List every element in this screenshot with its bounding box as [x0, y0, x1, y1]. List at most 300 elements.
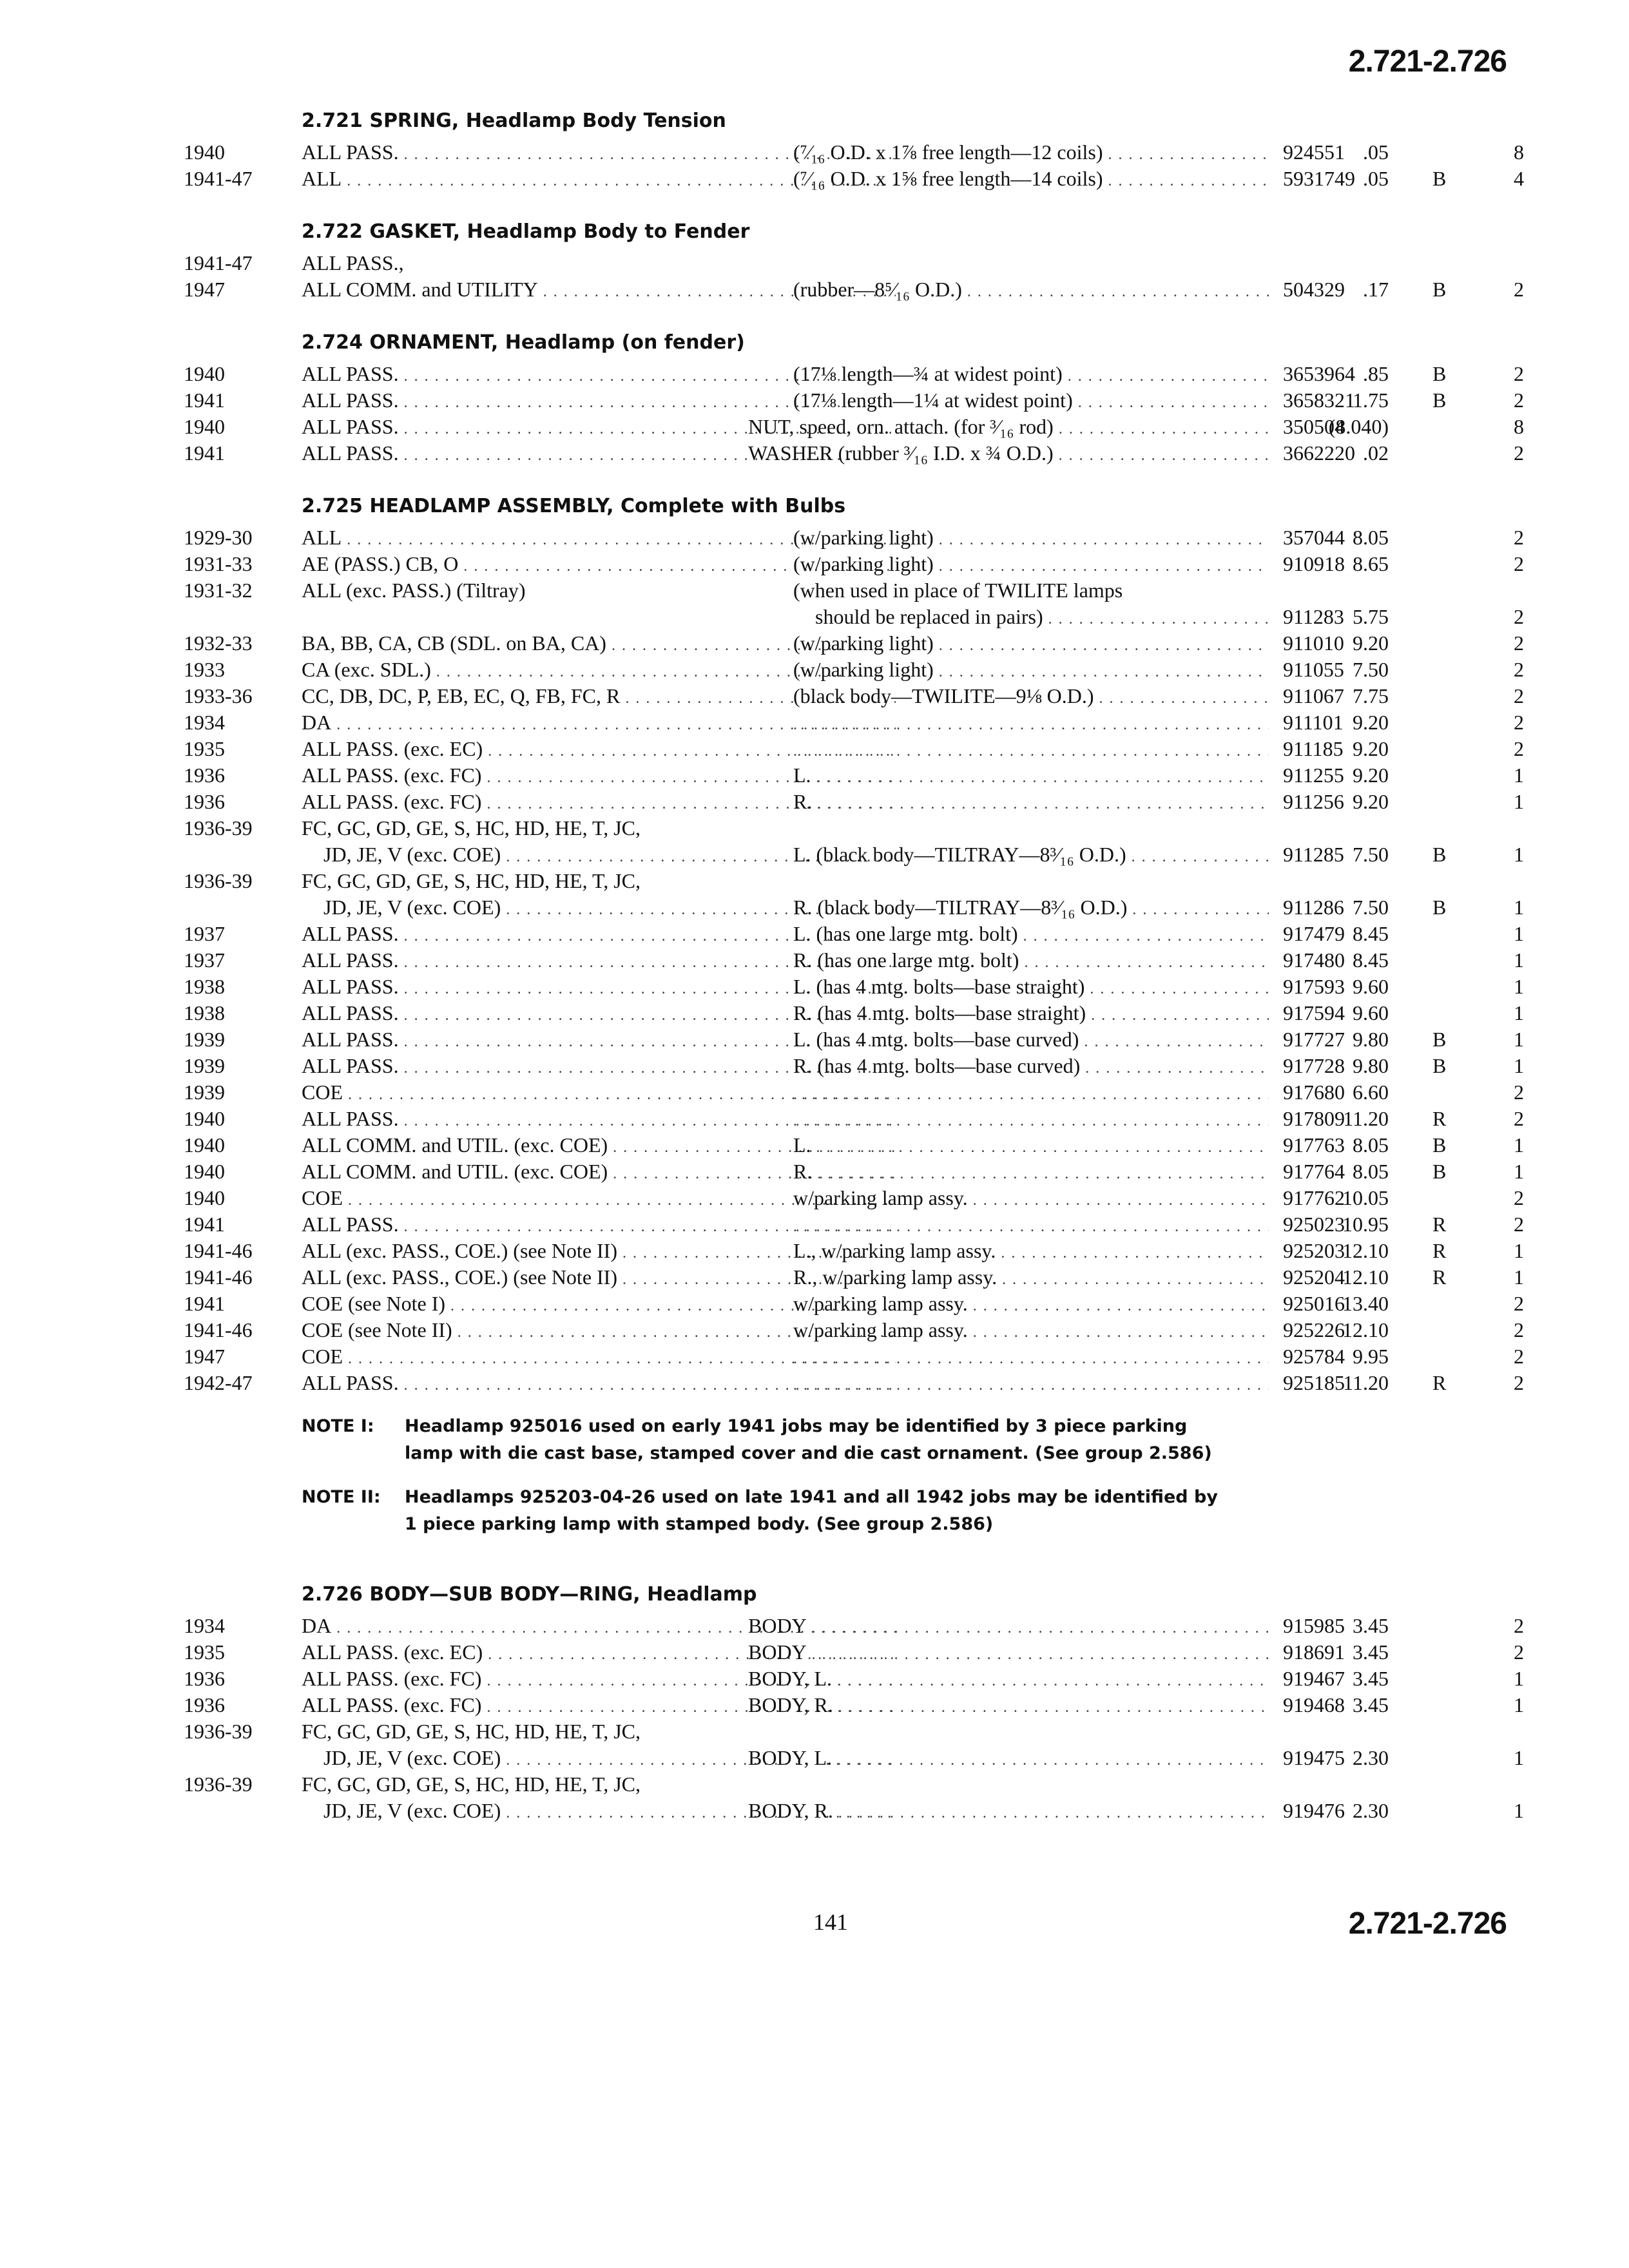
price-cell: .05: [1363, 140, 1389, 164]
description-cell: R., w/parking lamp assy. . . .: [793, 1264, 1269, 1293]
code-cell: B: [1432, 1028, 1447, 1051]
part-number-cell: 5931749: [1283, 167, 1355, 190]
table-row: [184, 414, 1524, 440]
model-cell: ALL PASS. . . .: [302, 139, 896, 168]
note-label: NOTE II:: [302, 1487, 381, 1507]
year-cell: 1940: [184, 140, 225, 164]
section-spacer: [184, 303, 1524, 325]
model-cell: FC, GC, GD, GE, S, HC, HD, HE, T, JC,: [302, 869, 641, 892]
quantity-cell: 1: [1514, 764, 1524, 787]
description-cell: (w/parking light) . . .: [793, 657, 1269, 686]
year-cell: 1931-32: [184, 579, 253, 602]
table-row: [184, 815, 1524, 841]
model-cell: CC, DB, DC, P, EB, EC, Q, FB, FC, R . . .: [302, 683, 896, 712]
price-cell: 9.20: [1353, 790, 1389, 813]
part-number-cell: 925023: [1283, 1213, 1345, 1236]
part-number-cell: 917764: [1283, 1160, 1345, 1183]
table-row: [184, 1132, 1524, 1158]
model-cell: ALL PASS. . . .: [302, 947, 896, 976]
quantity-cell: 2: [1514, 1081, 1524, 1104]
part-number-cell: 917809: [1283, 1107, 1345, 1130]
quantity-cell: 2: [1514, 631, 1524, 655]
table-row: [184, 894, 1524, 921]
price-cell: 3.45: [1353, 1693, 1389, 1716]
code-cell: R: [1432, 1239, 1447, 1262]
description-cell: [793, 709, 1269, 738]
model-cell: ALL PASS. (exc. FC) . . .: [302, 1692, 896, 1721]
model-cell: ALL PASS. . . .: [302, 921, 896, 950]
table-row: [184, 1185, 1524, 1211]
table-row: [184, 1745, 1524, 1771]
quantity-cell: 1: [1514, 1799, 1524, 1822]
year-cell: 1937: [184, 948, 225, 972]
table-row: [184, 577, 1524, 604]
catalog-section: [184, 103, 1524, 192]
table-row: [184, 1264, 1524, 1291]
model-cell: ALL PASS. (exc. FC) . . .: [302, 1666, 896, 1695]
part-number-cell: 917480: [1283, 948, 1345, 972]
code-cell: B: [1432, 1133, 1447, 1157]
quantity-cell: 2: [1514, 684, 1524, 707]
year-cell: 1940: [184, 415, 225, 438]
description-cell: BODY, R. . . .: [748, 1798, 1269, 1827]
price-cell: 11.20: [1343, 1107, 1389, 1130]
description-cell: [793, 736, 1269, 765]
part-number-cell: 925016: [1283, 1292, 1345, 1315]
model-cell: ALL PASS. . . .: [302, 1211, 896, 1240]
section-heading: 2.721 SPRING, Headlamp Body Tension: [302, 110, 726, 132]
model-cell: ALL PASS. (exc. EC) . . .: [302, 736, 896, 765]
quantity-cell: 2: [1514, 711, 1524, 734]
year-cell: 1939: [184, 1081, 225, 1104]
part-number-cell: 918691: [1283, 1640, 1345, 1664]
price-cell: 11.20: [1343, 1371, 1389, 1394]
price-cell: (8.040): [1328, 415, 1389, 438]
model-cell: FC, GC, GD, GE, S, HC, HD, HE, T, JC,: [302, 1773, 641, 1796]
price-cell: 1.75: [1353, 389, 1389, 412]
description-cell: BODY, L. . . .: [748, 1666, 1269, 1695]
price-cell: 9.60: [1353, 975, 1389, 998]
table-row: [184, 1158, 1524, 1185]
model-cell: ALL PASS. . . .: [302, 1000, 896, 1029]
price-cell: 8.05: [1353, 1160, 1389, 1183]
part-number-cell: 3653964: [1283, 362, 1355, 385]
note-spacer: [184, 1467, 1524, 1484]
catalog-section: [184, 303, 1524, 466]
model-cell: ALL COMM. and UTIL. (exc. COE) . . .: [302, 1132, 896, 1161]
table-row: [184, 709, 1524, 736]
part-number-cell: 919476: [1283, 1799, 1345, 1822]
year-cell: 1947: [184, 278, 225, 301]
description-cell: L. (black body—TILTRAY—8³⁄₁₆ O.D.) . . .: [793, 841, 1269, 870]
section-spacer: [184, 1555, 1524, 1577]
model-cell: DA . . .: [302, 1613, 896, 1642]
price-cell: .02: [1363, 441, 1389, 465]
year-cell: 1941-47: [184, 167, 253, 190]
year-cell: 1938: [184, 1001, 225, 1024]
code-cell: B: [1432, 1160, 1447, 1183]
part-number-cell: 917762: [1283, 1186, 1345, 1209]
year-cell: 1933-36: [184, 684, 253, 707]
model-cell: ALL PASS. . . .: [302, 361, 896, 390]
part-number-cell: 3662220: [1283, 441, 1355, 465]
table-row: [184, 1317, 1524, 1343]
part-number-cell: 911010: [1283, 631, 1344, 655]
model-cell: ALL . . .: [302, 524, 896, 553]
year-cell: 1936: [184, 1667, 225, 1690]
part-number-cell: 911283: [1283, 605, 1344, 628]
year-cell: 1936-39: [184, 1773, 253, 1796]
code-cell: B: [1432, 389, 1447, 412]
model-cell: AE (PASS.) CB, O . . .: [302, 551, 896, 580]
part-number-cell: 911101: [1283, 711, 1344, 734]
quantity-cell: 2: [1514, 278, 1524, 301]
quantity-cell: 1: [1514, 1133, 1524, 1157]
year-cell: 1941: [184, 441, 225, 465]
price-cell: 3.45: [1353, 1667, 1389, 1690]
description-cell: R. . . .: [793, 1158, 1269, 1187]
price-cell: 9.80: [1353, 1028, 1389, 1051]
quantity-cell: 2: [1514, 1371, 1524, 1394]
quantity-cell: 2: [1514, 1107, 1524, 1130]
year-cell: 1934: [184, 711, 225, 734]
description-cell: [793, 1079, 1269, 1108]
note-spacer: [184, 1538, 1524, 1555]
part-number-cell: 911255: [1283, 764, 1344, 787]
description-cell: [793, 1370, 1269, 1399]
model-cell: ALL PASS. . . .: [302, 414, 896, 443]
section-heading: 2.725 HEADLAMP ASSEMBLY, Complete with Bulbs: [302, 495, 846, 517]
part-number-cell: 911067: [1283, 684, 1344, 707]
price-cell: 6.60: [1353, 1081, 1389, 1104]
description-cell: (⁷⁄₁₆ O.D. x 1⅞ free length—12 coils) . . .: [793, 139, 1269, 168]
code-cell: R: [1432, 1265, 1447, 1289]
price-cell: 8.05: [1353, 526, 1389, 549]
section-heading: 2.726 BODY—SUB BODY—RING, Headlamp: [302, 1583, 757, 1606]
part-number-cell: 911256: [1283, 790, 1344, 813]
model-cell: COE (see Note II) . . .: [302, 1317, 896, 1346]
part-number-cell: 919467: [1283, 1667, 1345, 1690]
model-cell: ALL PASS. (exc. FC) . . .: [302, 789, 896, 818]
description-cell: BODY . . .: [748, 1639, 1269, 1668]
price-cell: 9.20: [1353, 711, 1389, 734]
quantity-cell: 1: [1514, 1693, 1524, 1716]
description-cell: w/parking lamp assy. . . .: [793, 1185, 1269, 1214]
description-cell: L. (has one large mtg. bolt) . . .: [793, 921, 1269, 950]
price-cell: 12.10: [1342, 1318, 1389, 1341]
year-cell: 1936-39: [184, 1720, 253, 1743]
year-cell: 1933: [184, 658, 225, 681]
price-cell: 8.45: [1353, 922, 1389, 945]
table-row: [184, 1053, 1524, 1079]
price-cell: 9.80: [1353, 1054, 1389, 1077]
table-row: [184, 1370, 1524, 1396]
quantity-cell: 2: [1514, 658, 1524, 681]
model-cell: ALL . . .: [302, 166, 896, 195]
table-row: [184, 789, 1524, 815]
year-cell: 1941-46: [184, 1239, 253, 1262]
table-row: [184, 1771, 1524, 1798]
table-row: [184, 1639, 1524, 1666]
part-number-cell: 504329: [1283, 278, 1345, 301]
code-cell: B: [1432, 896, 1447, 919]
model-cell: FC, GC, GD, GE, S, HC, HD, HE, T, JC,: [302, 816, 641, 840]
year-cell: 1940: [184, 1107, 225, 1130]
quantity-cell: 2: [1514, 362, 1524, 385]
price-cell: 13.40: [1342, 1292, 1389, 1315]
table-row: [184, 921, 1524, 947]
model-cell: CA (exc. SDL.) . . .: [302, 657, 896, 686]
model-cell: COE . . .: [302, 1185, 896, 1214]
price-cell: 7.75: [1353, 684, 1389, 707]
year-cell: 1929-30: [184, 526, 253, 549]
part-number-cell: 924551: [1283, 140, 1345, 164]
quantity-cell: 1: [1514, 1001, 1524, 1024]
model-cell: ALL PASS. . . .: [302, 1106, 896, 1135]
description-cell: (17⅛ length—¾ at widest point) . . .: [793, 361, 1269, 390]
year-cell: 1934: [184, 1614, 225, 1637]
part-number-cell: 917728: [1283, 1054, 1345, 1077]
price-cell: 10.05: [1342, 1186, 1389, 1209]
table-row: [184, 1106, 1524, 1132]
part-number-cell: 917593: [1283, 975, 1345, 998]
year-cell: 1936-39: [184, 869, 253, 892]
quantity-cell: 2: [1514, 1614, 1524, 1637]
price-cell: 8.65: [1353, 552, 1389, 575]
quantity-cell: 1: [1514, 948, 1524, 972]
page-range-header: 2.721-2.726: [1348, 44, 1507, 79]
description-cell: BODY . . .: [748, 1613, 1269, 1642]
price-cell: .85: [1363, 362, 1389, 385]
quantity-cell: 1: [1514, 975, 1524, 998]
quantity-cell: 2: [1514, 526, 1524, 549]
quantity-cell: 1: [1514, 922, 1524, 945]
code-cell: B: [1432, 278, 1447, 301]
catalog-section: [184, 466, 1524, 1555]
model-cell: DA . . .: [302, 709, 896, 738]
model-cell: ALL PASS. . . .: [302, 1370, 896, 1399]
footnote: [302, 1484, 1524, 1538]
table-row: [184, 604, 1524, 630]
model-cell: ALL (exc. PASS.) (Tiltray): [302, 579, 526, 602]
price-cell: 9.95: [1353, 1345, 1389, 1368]
price-cell: 10.95: [1342, 1213, 1389, 1236]
description-cell: L. . . .: [793, 762, 1269, 791]
table-row: [184, 1798, 1524, 1824]
year-cell: 1936-39: [184, 816, 253, 840]
description-cell: (w/parking light) . . .: [793, 630, 1269, 659]
section-spacer: [184, 466, 1524, 488]
quantity-cell: 1: [1514, 1160, 1524, 1183]
quantity-cell: 1: [1514, 896, 1524, 919]
description-cell: (black body—TWILITE—9⅛ O.D.) . . .: [793, 683, 1269, 712]
quantity-cell: 2: [1514, 1186, 1524, 1209]
part-number-cell: 910918: [1283, 552, 1345, 575]
quantity-cell: 2: [1514, 552, 1524, 575]
table-row: [184, 1343, 1524, 1370]
description-cell: [793, 1211, 1269, 1240]
price-cell: 8.05: [1353, 1133, 1389, 1157]
description-cell: [793, 1343, 1269, 1372]
price-cell: 9.20: [1353, 631, 1389, 655]
price-cell: 5.75: [1353, 605, 1389, 628]
year-cell: 1940: [184, 362, 225, 385]
code-cell: B: [1432, 167, 1447, 190]
year-cell: 1941-46: [184, 1318, 253, 1341]
price-cell: 12.10: [1342, 1265, 1389, 1289]
table-row: [184, 1291, 1524, 1317]
table-row: [184, 440, 1524, 466]
description-cell: (rubber—8⁵⁄₁₆ O.D.) . . .: [793, 276, 1269, 305]
year-cell: 1931-33: [184, 552, 253, 575]
description-cell: (w/parking light) . . .: [793, 551, 1269, 580]
year-cell: 1935: [184, 737, 225, 760]
year-cell: 1947: [184, 1345, 225, 1368]
description-cell: L. . . .: [793, 1132, 1269, 1161]
quantity-cell: 1: [1514, 1239, 1524, 1262]
quantity-cell: 8: [1514, 415, 1524, 438]
year-cell: 1941-47: [184, 251, 253, 274]
quantity-cell: 1: [1514, 1054, 1524, 1077]
table-row: [184, 736, 1524, 762]
description-cell: (⁷⁄₁₆ O.D. x 1⅝ free length—14 coils) . . .: [793, 166, 1269, 195]
model-cell: JD, JE, V (exc. COE) . . .: [302, 841, 896, 870]
part-number-cell: 925185: [1283, 1371, 1345, 1394]
code-cell: R: [1432, 1371, 1447, 1394]
quantity-cell: 1: [1514, 1667, 1524, 1690]
table-row: [184, 1718, 1524, 1745]
part-number-cell: 911055: [1283, 658, 1344, 681]
part-number-cell: 925226: [1283, 1318, 1345, 1341]
part-number-cell: 925784: [1283, 1345, 1345, 1368]
part-number-cell: 925203: [1283, 1239, 1345, 1262]
price-cell: 3.45: [1353, 1640, 1389, 1664]
model-cell: ALL PASS. . . .: [302, 440, 896, 469]
table-row: [184, 361, 1524, 387]
model-cell: JD, JE, V (exc. COE) . . .: [302, 1745, 896, 1774]
parts-catalog: [184, 103, 1524, 1824]
note-text: Headlamp 925016 used on early 1941 jobs may be identified by 3 piece parking lamp with die cast base, stamped cover and die cast ornament. (See group 2.586): [405, 1416, 1212, 1463]
price-cell: 12.10: [1342, 1239, 1389, 1262]
table-row: [184, 276, 1524, 303]
quantity-cell: 2: [1514, 441, 1524, 465]
table-row: [184, 1692, 1524, 1718]
description-cell: WASHER (rubber ³⁄₁₆ I.D. x ¾ O.D.) . . .: [748, 440, 1269, 469]
quantity-cell: 4: [1514, 167, 1524, 190]
price-cell: 7.50: [1353, 843, 1389, 866]
year-cell: 1936: [184, 790, 225, 813]
year-cell: 1940: [184, 1186, 225, 1209]
table-row: [184, 1666, 1524, 1692]
part-number-cell: 919475: [1283, 1746, 1345, 1769]
description-cell: L. (has 4 mtg. bolts—base straight) . . .: [793, 974, 1269, 1003]
quantity-cell: 8: [1514, 140, 1524, 164]
year-cell: 1942-47: [184, 1371, 253, 1394]
quantity-cell: 2: [1514, 1640, 1524, 1664]
part-number-cell: 919468: [1283, 1693, 1345, 1716]
part-number-cell: 917763: [1283, 1133, 1345, 1157]
table-row: [184, 1211, 1524, 1238]
code-cell: B: [1432, 1054, 1447, 1077]
model-cell: ALL PASS. . . .: [302, 1026, 896, 1055]
note-label: NOTE I:: [302, 1416, 374, 1436]
table-row: [184, 1000, 1524, 1026]
quantity-cell: 2: [1514, 1213, 1524, 1236]
quantity-cell: 2: [1514, 389, 1524, 412]
model-cell: ALL COMM. and UTILITY . . .: [302, 276, 896, 305]
code-cell: R: [1432, 1107, 1447, 1130]
price-cell: 2.30: [1353, 1746, 1389, 1769]
price-cell: .05: [1363, 167, 1389, 190]
table-row: [184, 551, 1524, 577]
year-cell: 1937: [184, 922, 225, 945]
quantity-cell: 2: [1514, 1292, 1524, 1315]
table-row: [184, 1079, 1524, 1106]
note-text: Headlamps 925203-04-26 used on late 1941 and all 1942 jobs may be identified by 1 piece parking lamp with stamped body. (See group 2.586): [405, 1487, 1218, 1534]
part-number-cell: 917594: [1283, 1001, 1345, 1024]
year-cell: 1941: [184, 1213, 225, 1236]
price-cell: 7.50: [1353, 896, 1389, 919]
part-number-cell: 917680: [1283, 1081, 1345, 1104]
description-cell: BODY, L. . . .: [748, 1745, 1269, 1774]
table-row: [184, 1613, 1524, 1639]
model-cell: BA, BB, CA, CB (SDL. on BA, CA) . . .: [302, 630, 896, 659]
quantity-cell: 1: [1514, 790, 1524, 813]
table-row: [184, 166, 1524, 192]
table-row: [184, 841, 1524, 868]
price-cell: 8.45: [1353, 948, 1389, 972]
quantity-cell: 2: [1514, 605, 1524, 628]
page-number: 141: [813, 1909, 848, 1935]
description-cell: R. (has one large mtg. bolt) . . .: [793, 947, 1269, 976]
description-cell: NUT, speed, orn. attach. (for ³⁄₁₆ rod) . . .: [748, 414, 1269, 443]
description-cell: R. (black body—TILTRAY—8³⁄₁₆ O.D.) . . .: [793, 894, 1269, 923]
model-cell: COE (see Note I) . . .: [302, 1291, 896, 1320]
part-number-cell: 917727: [1283, 1028, 1345, 1051]
part-number-cell: 925204: [1283, 1265, 1345, 1289]
section-spacer: [184, 192, 1524, 214]
table-row: [184, 524, 1524, 551]
description-cell: w/parking lamp assy. . . .: [793, 1317, 1269, 1346]
quantity-cell: 1: [1514, 1265, 1524, 1289]
year-cell: 1941-46: [184, 1265, 253, 1289]
quantity-cell: 1: [1514, 1028, 1524, 1051]
table-row: [184, 947, 1524, 974]
model-cell: ALL PASS. . . .: [302, 1053, 896, 1082]
part-number-cell: 3658321: [1283, 389, 1355, 412]
table-row: [184, 139, 1524, 166]
year-cell: 1941: [184, 389, 225, 412]
year-cell: 1935: [184, 1640, 225, 1664]
section-heading: 2.724 ORNAMENT, Headlamp (on fender): [302, 331, 745, 354]
model-cell: FC, GC, GD, GE, S, HC, HD, HE, T, JC,: [302, 1720, 641, 1743]
quantity-cell: 2: [1514, 1345, 1524, 1368]
description-cell: (w/parking light) . . .: [793, 524, 1269, 553]
footnote: [302, 1413, 1524, 1467]
code-cell: B: [1432, 843, 1447, 866]
model-cell: JD, JE, V (exc. COE) . . .: [302, 1798, 896, 1827]
description-cell: w/parking lamp assy. . . .: [793, 1291, 1269, 1320]
price-cell: .17: [1363, 278, 1389, 301]
model-cell: ALL (exc. PASS., COE.) (see Note II) . . .: [302, 1264, 896, 1293]
description-cell: R. (has 4 mtg. bolts—base straight) . . .: [793, 1000, 1269, 1029]
description-cell: BODY, R. . . .: [748, 1692, 1269, 1721]
year-cell: 1936: [184, 764, 225, 787]
part-number-cell: 911185: [1283, 737, 1344, 760]
year-cell: 1938: [184, 975, 225, 998]
description-cell: L., w/parking lamp assy. . . .: [793, 1238, 1269, 1267]
model-cell: ALL (exc. PASS., COE.) (see Note II) . . .: [302, 1238, 896, 1267]
